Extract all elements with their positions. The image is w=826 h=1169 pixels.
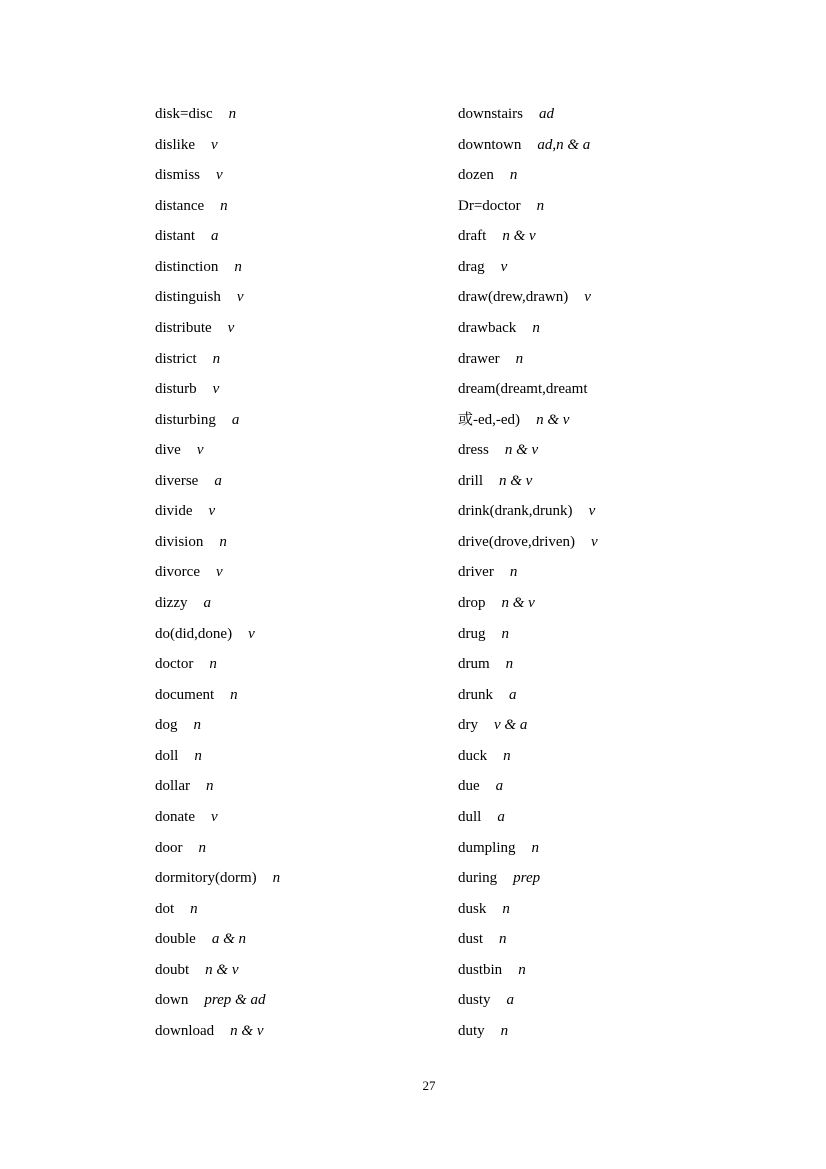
- word-text: double: [155, 931, 196, 948]
- part-of-speech-tag: n: [212, 350, 221, 367]
- word-entry: [155, 741, 280, 772]
- part-of-speech-tag: a: [506, 992, 515, 1009]
- word-entry: [458, 557, 598, 588]
- word-text: Dr=doctor: [458, 197, 521, 214]
- word-entry: [458, 99, 598, 130]
- word-entry: [458, 496, 598, 527]
- word-text: do(did,done): [155, 625, 233, 642]
- word-entry: [155, 344, 280, 375]
- word-text: drill: [458, 472, 483, 489]
- part-of-speech-tag: n & v: [536, 411, 570, 428]
- word-entry: [458, 619, 598, 650]
- word-entry: [458, 955, 598, 986]
- word-entry: [458, 863, 598, 894]
- word-entry: [458, 160, 598, 191]
- part-of-speech-tag: v: [212, 381, 220, 398]
- word-entry: [458, 374, 598, 405]
- word-entry: [458, 191, 598, 222]
- part-of-speech-tag: n & v: [230, 1022, 264, 1039]
- word-text: diverse: [155, 472, 199, 489]
- word-entry: [155, 619, 280, 650]
- word-entry: [155, 374, 280, 405]
- word-text: donate: [155, 808, 195, 825]
- part-of-speech-tag: prep & ad: [204, 992, 266, 1009]
- word-text: divorce: [155, 564, 200, 581]
- word-entry: [458, 344, 598, 375]
- word-text: dollar: [155, 778, 190, 795]
- vocabulary-column-left: [155, 99, 280, 1046]
- part-of-speech-tag: ad: [539, 106, 554, 122]
- word-entry: [458, 527, 598, 558]
- word-entry: [155, 160, 280, 191]
- part-of-speech-tag: n: [503, 747, 511, 764]
- part-of-speech-tag: n: [500, 1022, 509, 1039]
- word-text: distant: [155, 228, 195, 245]
- word-entry: [458, 771, 598, 802]
- part-of-speech-tag: n: [509, 564, 518, 581]
- word-entry: [155, 710, 280, 741]
- word-text: dot: [155, 900, 175, 917]
- word-text: door: [155, 839, 183, 856]
- word-text: dream(dreamt,dreamt: [458, 381, 588, 398]
- word-entry: [155, 282, 280, 313]
- part-of-speech-tag: n & v: [205, 961, 239, 978]
- word-text: drive(drove,driven): [458, 533, 576, 550]
- part-of-speech-tag: a: [509, 686, 517, 703]
- part-of-speech-tag: n: [518, 961, 526, 978]
- part-of-speech-tag: v: [215, 564, 223, 581]
- part-of-speech-tag: n: [234, 258, 242, 275]
- part-of-speech-tag: n: [193, 717, 201, 734]
- word-entry: [458, 680, 598, 711]
- word-text: drag: [458, 258, 485, 275]
- word-text: distribute: [155, 319, 212, 336]
- part-of-speech-tag: v: [248, 625, 255, 642]
- vocabulary-column-right: [458, 99, 598, 1046]
- part-of-speech-tag: v: [588, 503, 596, 520]
- word-entry: [155, 588, 280, 619]
- word-text: drink(drank,drunk): [458, 503, 573, 520]
- word-text: distinction: [155, 258, 219, 275]
- part-of-speech-tag: ad,n & a: [537, 136, 591, 153]
- word-text: division: [155, 533, 204, 550]
- word-entry: [155, 649, 280, 680]
- part-of-speech-tag: n: [209, 656, 217, 673]
- part-of-speech-tag: n: [536, 197, 545, 214]
- word-text: during: [458, 870, 498, 887]
- word-text: drawback: [458, 319, 517, 336]
- word-text: distinguish: [155, 289, 221, 306]
- part-of-speech-tag: n: [219, 533, 227, 550]
- word-entry: [458, 313, 598, 344]
- word-text: document: [155, 686, 215, 703]
- word-entry: [458, 466, 598, 497]
- part-of-speech-tag: n: [515, 350, 524, 367]
- word-text: doll: [155, 747, 179, 764]
- word-text: disturbing: [155, 411, 216, 428]
- word-entry: [155, 955, 280, 986]
- part-of-speech-tag: n: [206, 778, 214, 795]
- word-entry: [458, 130, 598, 161]
- part-of-speech-tag: n: [502, 900, 510, 917]
- part-of-speech-tag: prep: [513, 870, 541, 887]
- word-text: disk=disc: [155, 106, 213, 122]
- word-text: dozen: [458, 167, 494, 184]
- part-of-speech-tag: n & v: [504, 442, 539, 459]
- word-text: dress: [458, 442, 489, 459]
- word-text: duty: [458, 1022, 485, 1039]
- word-entry: [155, 130, 280, 161]
- word-text: downtown: [458, 136, 522, 153]
- word-entry: [155, 252, 280, 283]
- part-of-speech-tag: n: [228, 106, 237, 122]
- word-text: dustbin: [458, 961, 503, 978]
- word-entry: [458, 588, 598, 619]
- word-entry: [155, 99, 280, 130]
- word-entry: [155, 466, 280, 497]
- part-of-speech-tag: a: [214, 472, 222, 489]
- word-entry: [155, 405, 280, 436]
- word-text: distance: [155, 197, 205, 214]
- word-text: dislike: [155, 136, 195, 153]
- part-of-speech-tag: a: [497, 808, 505, 825]
- part-of-speech-tag: n: [501, 625, 509, 642]
- word-text: divide: [155, 503, 193, 520]
- part-of-speech-tag: v: [208, 503, 216, 520]
- part-of-speech-tag: a: [211, 228, 219, 245]
- word-text: drug: [458, 625, 486, 642]
- word-text: duck: [458, 747, 488, 764]
- word-entry: [155, 557, 280, 588]
- word-entry: [458, 741, 598, 772]
- part-of-speech-tag: n: [499, 931, 507, 948]
- word-entry: [155, 435, 280, 466]
- word-entry: [155, 496, 280, 527]
- word-entry: [155, 221, 280, 252]
- word-text: dusty: [458, 992, 491, 1009]
- word-text: dismiss: [155, 167, 201, 184]
- word-entry: [458, 282, 598, 313]
- word-entry: [155, 863, 280, 894]
- word-text: draft: [458, 228, 487, 245]
- word-entry: [155, 802, 280, 833]
- part-of-speech-tag: n: [230, 686, 238, 703]
- word-entry: [458, 221, 598, 252]
- word-text: 或-ed,-ed): [458, 411, 521, 428]
- word-text: downstairs: [458, 106, 523, 122]
- word-entry: [458, 985, 598, 1016]
- word-text: driver: [458, 564, 494, 581]
- word-text: drum: [458, 656, 490, 673]
- part-of-speech-tag: a & n: [211, 931, 246, 948]
- word-entry: [458, 924, 598, 955]
- word-entry: [458, 894, 598, 925]
- part-of-speech-tag: n: [220, 197, 228, 214]
- word-text: district: [155, 350, 197, 367]
- part-of-speech-tag: v: [216, 167, 223, 184]
- word-entry: [458, 802, 598, 833]
- word-entry: [155, 833, 280, 864]
- word-entry: [155, 527, 280, 558]
- part-of-speech-tag: v: [500, 258, 508, 275]
- word-text: dust: [458, 931, 484, 948]
- word-entry: [155, 1016, 280, 1047]
- word-text: dry: [458, 717, 478, 734]
- part-of-speech-tag: v: [584, 289, 591, 306]
- word-entry: [155, 985, 280, 1016]
- part-of-speech-tag: a: [495, 778, 504, 795]
- word-text: dull: [458, 808, 482, 825]
- part-of-speech-tag: n: [505, 656, 514, 673]
- part-of-speech-tag: v: [227, 319, 235, 336]
- part-of-speech-tag: n: [194, 747, 202, 764]
- word-entry: [155, 313, 280, 344]
- page-number: 27: [422, 1078, 436, 1093]
- word-text: draw(drew,drawn): [458, 289, 569, 306]
- part-of-speech-tag: a: [203, 595, 211, 611]
- word-text: drunk: [458, 686, 493, 703]
- word-text: dizzy: [155, 595, 188, 611]
- part-of-speech-tag: n: [531, 839, 540, 856]
- word-text: dumpling: [458, 839, 516, 856]
- part-of-speech-tag: v: [236, 289, 244, 306]
- part-of-speech-tag: n: [272, 870, 281, 887]
- word-entry: [155, 771, 280, 802]
- word-entry: [155, 924, 280, 955]
- word-text: drop: [458, 595, 486, 611]
- word-text: due: [458, 778, 480, 795]
- word-text: disturb: [155, 381, 197, 398]
- part-of-speech-tag: a: [231, 411, 240, 428]
- word-text: dusk: [458, 900, 487, 917]
- part-of-speech-tag: n: [509, 167, 518, 184]
- part-of-speech-tag: v: [211, 136, 218, 153]
- word-entry: [155, 191, 280, 222]
- part-of-speech-tag: v & a: [494, 717, 528, 734]
- word-entry: [458, 252, 598, 283]
- word-text: drawer: [458, 350, 500, 367]
- word-entry: [458, 1016, 598, 1047]
- word-text: dive: [155, 442, 181, 459]
- word-entry: [155, 680, 280, 711]
- part-of-speech-tag: n & v: [501, 595, 535, 611]
- word-text: doctor: [155, 656, 194, 673]
- word-text: doubt: [155, 961, 190, 978]
- part-of-speech-tag: n: [198, 839, 206, 856]
- word-text: down: [155, 992, 189, 1009]
- word-text: dog: [155, 717, 178, 734]
- word-entry: [458, 710, 598, 741]
- part-of-speech-tag: n: [532, 319, 540, 336]
- word-text: download: [155, 1022, 215, 1039]
- word-entry: [155, 894, 280, 925]
- part-of-speech-tag: n & v: [502, 228, 536, 245]
- part-of-speech-tag: v: [210, 808, 218, 825]
- part-of-speech-tag: v: [591, 533, 598, 550]
- word-entry: [458, 649, 598, 680]
- part-of-speech-tag: n & v: [499, 472, 533, 489]
- part-of-speech-tag: v: [196, 442, 204, 459]
- word-entry: [458, 405, 598, 436]
- part-of-speech-tag: n: [190, 900, 198, 917]
- word-entry: [458, 833, 598, 864]
- word-entry: [458, 435, 598, 466]
- word-text: dormitory(dorm): [155, 870, 257, 887]
